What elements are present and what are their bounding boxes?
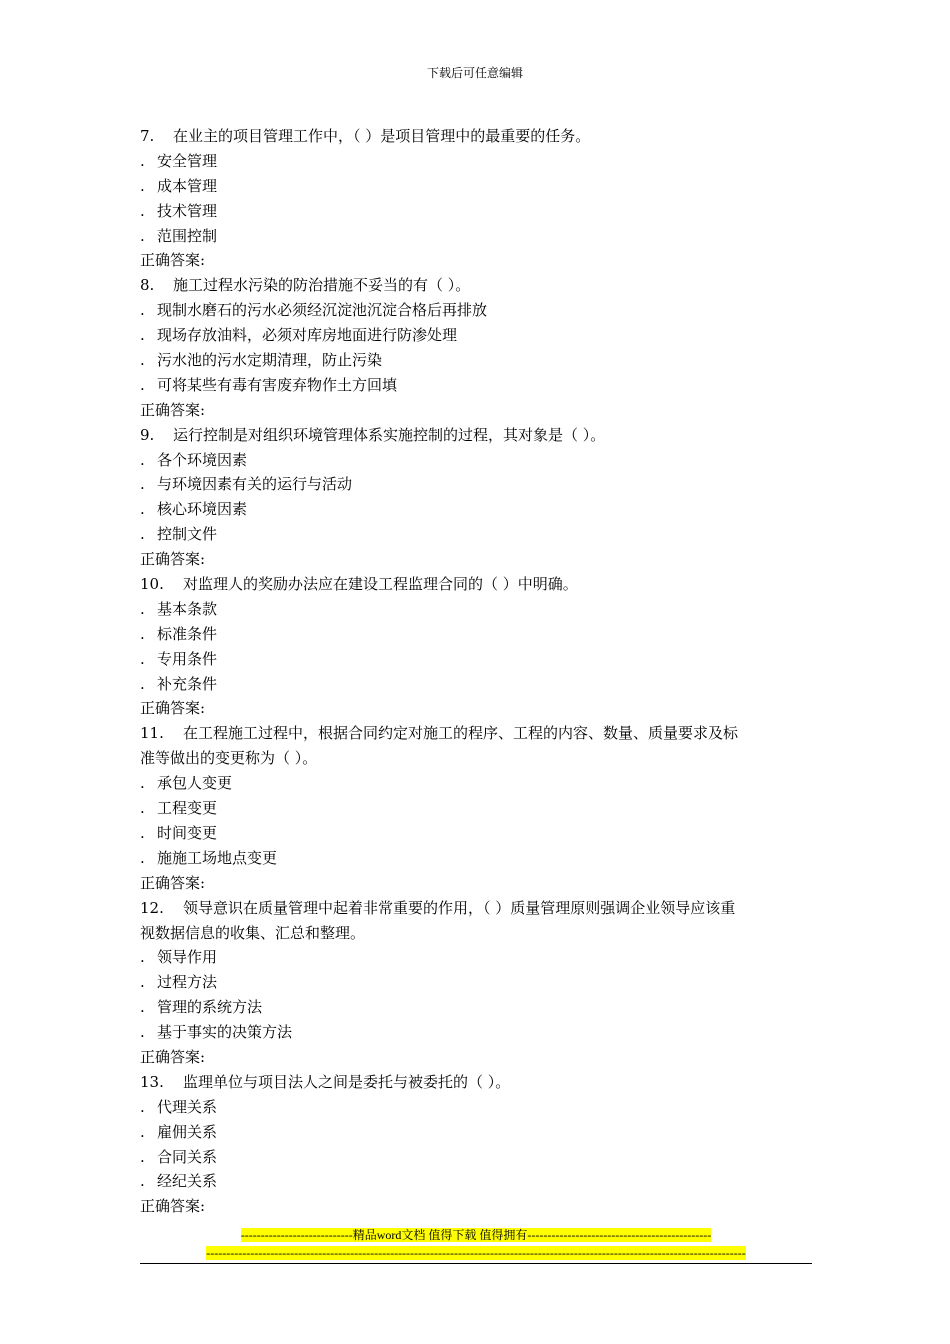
- question-list: [140, 124, 812, 1219]
- question-text-continued: 准等做出的变更称为（ ）。: [140, 749, 318, 768]
- option-text: 承包人变更: [157, 774, 233, 793]
- question-number: 8.: [140, 276, 155, 295]
- answer-option[interactable]: [140, 149, 812, 174]
- answer-option[interactable]: [140, 672, 812, 697]
- answer-option[interactable]: [140, 945, 812, 970]
- question-block: [140, 273, 812, 422]
- question-block: [140, 721, 812, 895]
- question-block: [140, 572, 812, 721]
- question-text: 施工过程水污染的防治措施不妥当的有（ ）。: [173, 276, 471, 295]
- question-number: 10.: [140, 575, 164, 594]
- option-marker: .: [140, 475, 145, 494]
- answer-option[interactable]: [140, 522, 812, 547]
- option-text: 可将某些有毒有害废弃物作土方回填: [157, 375, 398, 394]
- option-text: 管理的系统方法: [157, 998, 263, 1017]
- option-text: 工程变更: [157, 799, 218, 818]
- question-stem: [140, 273, 812, 298]
- option-marker: .: [140, 674, 145, 693]
- option-marker: .: [140, 176, 145, 195]
- option-marker: .: [140, 823, 145, 842]
- answer-option[interactable]: [140, 373, 812, 398]
- option-marker: .: [140, 500, 145, 519]
- answer-option[interactable]: [140, 174, 812, 199]
- answer-option[interactable]: [140, 323, 812, 348]
- answer-option[interactable]: [140, 348, 812, 373]
- answer-option[interactable]: [140, 1120, 812, 1145]
- option-text: 领导作用: [157, 948, 218, 967]
- correct-answer-label: 正确答案:: [140, 251, 206, 270]
- question-text: 领导意识在质量管理中起着非常重要的作用，（ ）质量管理原则强调企业领导应该重: [183, 898, 736, 917]
- footer-banner-line-1: [140, 1228, 812, 1246]
- question-number: 9.: [140, 425, 155, 444]
- correct-answer-label: 正确答案:: [140, 699, 206, 718]
- answer-option[interactable]: [140, 1095, 812, 1120]
- answer-option[interactable]: [140, 1145, 812, 1170]
- option-text: 核心环境因素: [157, 500, 248, 519]
- correct-answer-label: 正确答案:: [140, 1197, 206, 1216]
- option-marker: .: [140, 799, 145, 818]
- question-text: 运行控制是对组织环境管理体系实施控制的过程，其对象是（ ）。: [173, 425, 606, 444]
- question-stem: [140, 124, 812, 149]
- answer-option[interactable]: [140, 597, 812, 622]
- question-stem: [140, 572, 812, 597]
- option-marker: .: [140, 351, 145, 370]
- option-marker: .: [140, 326, 145, 345]
- answer-option[interactable]: [140, 647, 812, 672]
- option-marker: .: [140, 948, 145, 967]
- option-marker: .: [140, 525, 145, 544]
- option-text: 安全管理: [157, 151, 218, 170]
- option-text: 各个环境因素: [157, 450, 248, 469]
- option-marker: .: [140, 201, 145, 220]
- option-marker: .: [140, 301, 145, 320]
- answer-option[interactable]: [140, 846, 812, 871]
- question-stem: [140, 896, 812, 921]
- option-marker: .: [140, 649, 145, 668]
- answer-option[interactable]: [140, 970, 812, 995]
- option-marker: .: [140, 375, 145, 394]
- answer-option[interactable]: [140, 1020, 812, 1045]
- question-stem: [140, 1070, 812, 1095]
- correct-answer-label: 正确答案:: [140, 550, 206, 569]
- option-marker: .: [140, 774, 145, 793]
- question-block: [140, 124, 812, 273]
- option-text: 时间变更: [157, 823, 218, 842]
- option-marker: .: [140, 1023, 145, 1042]
- option-marker: .: [140, 599, 145, 618]
- option-marker: .: [140, 1147, 145, 1166]
- answer-option[interactable]: [140, 199, 812, 224]
- footer-banner-text-1: ----------------------------精品word文档 值得下载 值得拥有----------------------------------------------: [240, 1228, 712, 1242]
- option-text: 施施工场地点变更: [157, 848, 278, 867]
- option-marker: .: [140, 1172, 145, 1191]
- answer-option[interactable]: [140, 622, 812, 647]
- option-text: 补充条件: [157, 674, 218, 693]
- option-text: 经纪关系: [157, 1172, 218, 1191]
- question-number: 11.: [140, 724, 164, 743]
- option-marker: .: [140, 226, 145, 245]
- correct-answer-label: 正确答案:: [140, 873, 206, 892]
- option-marker: .: [140, 1097, 145, 1116]
- question-text: 在业主的项目管理工作中，（ ）是项目管理中的最重要的任务。: [173, 127, 591, 145]
- option-marker: .: [140, 1122, 145, 1141]
- question-number: 12.: [140, 898, 164, 917]
- option-text: 范围控制: [157, 226, 218, 245]
- question-block: [140, 1070, 812, 1219]
- option-marker: .: [140, 848, 145, 867]
- option-text: 专用条件: [157, 649, 218, 668]
- option-marker: .: [140, 450, 145, 469]
- answer-option[interactable]: [140, 298, 812, 323]
- option-marker: .: [140, 624, 145, 643]
- option-text: 现制水磨石的污水必须经沉淀池沉淀合格后再排放: [157, 301, 488, 320]
- option-text: 成本管理: [157, 176, 218, 195]
- correct-answer-label: 正确答案:: [140, 400, 206, 419]
- answer-option[interactable]: [140, 796, 812, 821]
- footer-divider: [140, 1263, 812, 1264]
- option-text: 合同关系: [157, 1147, 218, 1166]
- option-text: 技术管理: [157, 201, 218, 220]
- option-text: 基于事实的决策方法: [157, 1023, 293, 1042]
- page-header: 下载后可任意编辑: [426, 66, 523, 80]
- option-text: 控制文件: [157, 525, 218, 544]
- option-marker: .: [140, 973, 145, 992]
- footer-banner: [140, 1228, 812, 1264]
- correct-answer-label: 正确答案:: [140, 1047, 206, 1066]
- option-text: 代理关系: [157, 1097, 218, 1116]
- answer-option[interactable]: [140, 995, 812, 1020]
- answer-option[interactable]: [140, 497, 812, 522]
- option-text: 雇佣关系: [157, 1122, 218, 1141]
- question-text: 监理单位与项目法人之间是委托与被委托的（ ）。: [183, 1072, 511, 1091]
- option-text: 过程方法: [157, 973, 218, 992]
- answer-option[interactable]: [140, 224, 812, 249]
- question-text: 在工程施工过程中，根据合同约定对施工的程序、工程的内容、数量、质量要求及标: [183, 724, 739, 743]
- answer-option[interactable]: [140, 1169, 812, 1194]
- footer-banner-line-2: [140, 1246, 812, 1264]
- answer-option[interactable]: [140, 448, 812, 473]
- option-marker: .: [140, 151, 145, 170]
- option-text: 基本条款: [157, 599, 218, 618]
- option-text: 与环境因素有关的运行与活动: [157, 475, 353, 494]
- option-marker: .: [140, 998, 145, 1017]
- question-number: 7.: [140, 127, 155, 145]
- question-block: [140, 896, 812, 1070]
- question-stem: [140, 423, 812, 448]
- option-text: 现场存放油料，必须对库房地面进行防渗处理: [157, 326, 458, 345]
- answer-option[interactable]: [140, 771, 812, 796]
- footer-banner-text-2: ---------------------------------------------------------------------------------------------------------------------------------------: [206, 1246, 746, 1260]
- question-stem: [140, 721, 812, 746]
- question-number: 13.: [140, 1072, 164, 1091]
- question-block: [140, 423, 812, 572]
- question-text-continued: 视数据信息的收集、汇总和整理。: [140, 923, 366, 942]
- answer-option[interactable]: [140, 821, 812, 846]
- option-text: 标准条件: [157, 624, 218, 643]
- question-text: 对监理人的奖励办法应在建设工程监理合同的（ ）中明确。: [183, 575, 578, 594]
- answer-option[interactable]: [140, 472, 812, 497]
- option-text: 污水池的污水定期清理，防止污染: [157, 351, 383, 370]
